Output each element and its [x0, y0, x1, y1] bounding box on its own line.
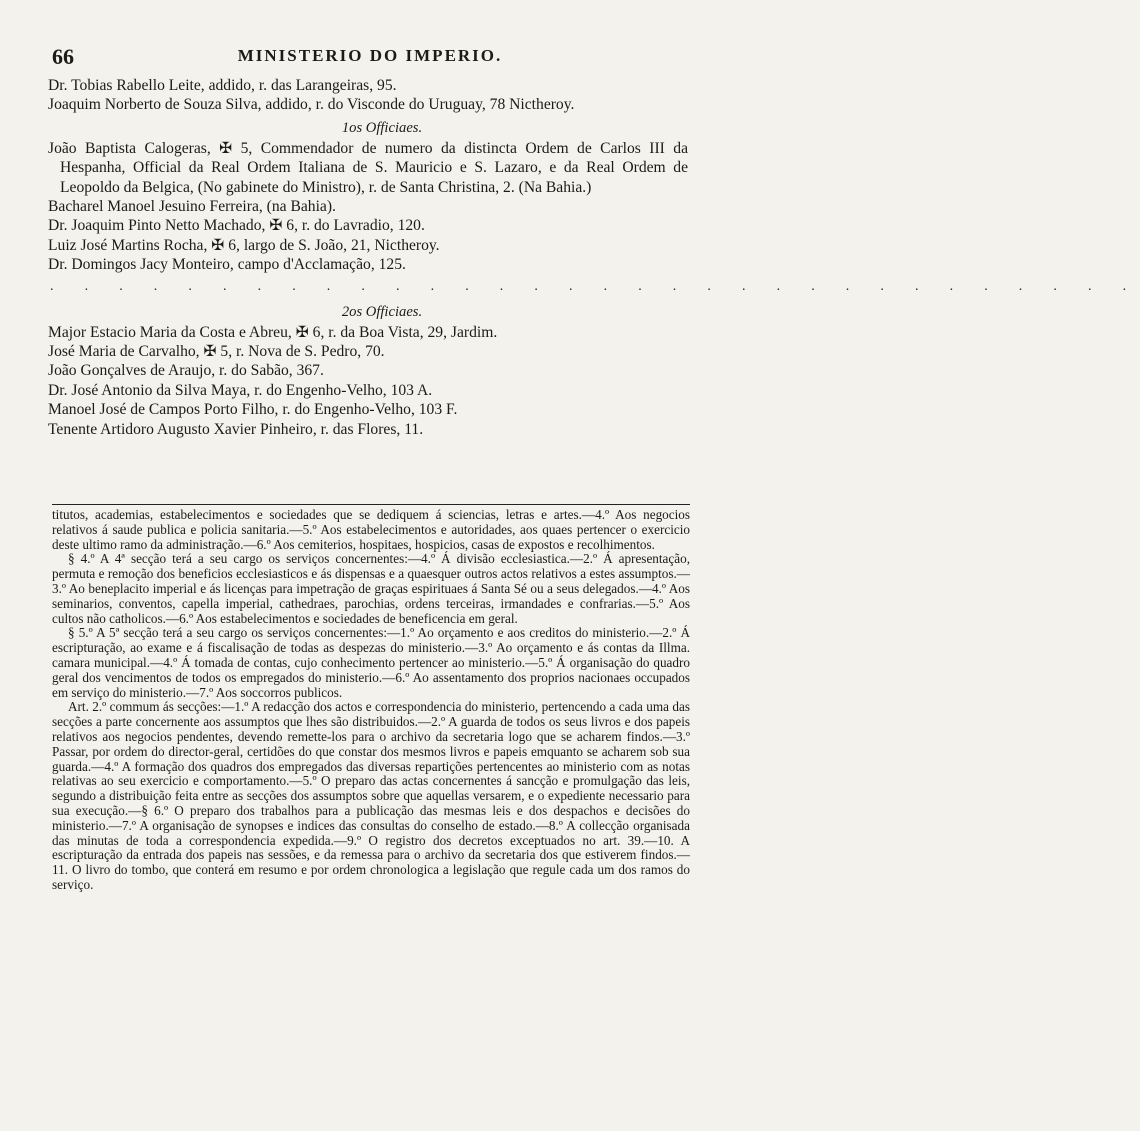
official-entry: Luiz José Martins Rocha, ✠ 6, largo de S. João, 21, Nictheroy. — [48, 236, 440, 254]
footnote-paragraph: titutos, academias, estabelecimentos e sociedades que se dediquem á sciencias, letras e artes.—4.º Aos negocios relativos á saude publica e policia sanitaria.—5.º Aos estabelecimentos e autoridades, aos quaes pertencer o exercicio deste ultimo ramo da administração.—6.º Aos cemiterios, hospitaes, hospicios, casas de expostos e recolhimentos. — [52, 507, 690, 552]
addido-entry: Dr. Tobias Rabello Leite, addido, r. das Larangeiras, 95. — [48, 77, 397, 94]
main-text — [48, 76, 1140, 439]
official-entry: Dr. José Antonio da Silva Maya, r. do Engenho-Velho, 103 A. — [48, 381, 433, 399]
official-entry: Manoel José de Campos Porto Filho, r. do Engenho-Velho, 103 F. — [48, 401, 458, 419]
running-title: MINISTERIO DO IMPERIO. — [237, 46, 503, 65]
addido-entry: Joaquim Norberto de Souza Silva, addido, r. do Visconde do Uruguay, 78 Nictheroy. — [48, 96, 575, 114]
official-entry: Tenente Artidoro Augusto Xavier Pinheiro, r. das Flores, 11. — [48, 420, 424, 438]
footnote-paragraph: Art. 2.º commum ás secções:—1.º A redacção dos actos e correspondencia do ministerio, pertencendo a cada uma das secções a parte concernente aos assumptos que lhes são distribuidos.—2.º A guarda de todos os seus livros e dos papeis relativos aos negocios pendentes, devendo remette-los para o archivo da secretaria logo que se acharem findos.—3.º Passar, por ordem do director-geral, certidões do que constar dos mesmos livros e papeis emquanto se acharem sob sua guarda.—4.º A formação dos quadros dos empregados das diversas repartições pertencentes ao ministerio com as notas relativas ao seu exercicio e comportamento.—5.º O preparo das actas concernentes á sancção e promulgação das leis, segundo a distribuição feita entre as secções dos assumptos sobre que aquellas versarem, e o expediente necessario para sua execução.—§ 6.º O preparo dos trabalhos para a publicação das mesmas leis e dos despachos e decisões do ministerio.—7.º A organisação de synopses e indices das consultas do conselho de estado.—8.º A collecção organisada das minutas de toda a correspondencia expedida.—9.º O registro dos decretos exceptuados no art. 39.—10. A escripturação da entrada dos papeis nas sessões, e da remessa para o archivo da secretaria dos que estiverem findos.—11. O livro do tombo, que conterá em resumo e por ordem chronologica a legislação que regule cada um dos ramos do serviço. — [52, 699, 690, 892]
section-heading-segundos: 2os Officiaes. — [341, 303, 423, 320]
footnotes — [52, 504, 690, 893]
official-entry: Major Estacio Maria da Costa e Abreu, ✠ 6, r. da Boa Vista, 29, Jardim. — [48, 323, 498, 341]
official-entry: João Baptista Calogeras, ✠ 5, Commendador de numero da distincta Ordem de Carlos III da Hespanha, Official da Real Ordem Italiana de S. Mauricio e S. Lazaro, e da Real Ordem de Leopoldo da Belgica, (No gabinete do Ministro), r. de Santa Christina, 2. (Na Bahia.) — [48, 139, 688, 196]
official-entry: Dr. Domingos Jacy Monteiro, campo d'Acclamação, 125. — [48, 256, 406, 274]
page-number: 66 — [52, 44, 74, 69]
official-entry: João Gonçalves de Araujo, r. do Sabão, 367. — [48, 362, 324, 380]
page-header — [52, 44, 688, 68]
dotted-separator: . . . . . . . . . . . . . . . . . . . . . . . . . . . . . . . . — [50, 278, 1140, 294]
official-entry: Bacharel Manoel Jesuino Ferreira, (na Bahia). — [48, 198, 336, 216]
section-heading-primeiros: 1os Officiaes. — [341, 119, 423, 136]
footnote-paragraph: § 4.º A 4ª secção terá a seu cargo os serviços concernentes:—4.º Á divisão ecclesiastica.—2.º Á apresentação, permuta e remoção dos beneficios ecclesiasticos e ás dispensas e a quaesquer outros actos relativos a estes assumptos.—3.º Ao beneplacito imperial e ás licenças para impetração de graças espirituaes á Santa Sé ou a seus delegados.—4.º Aos seminarios, conventos, capella imperial, cathedraes, parochias, ordens terceiras, irmandades e confrarias.—5.º Aos cultos não catholicos.—6.º Aos estabelecimentos e sociedades de beneficencia em geral. — [52, 551, 690, 626]
footnote-paragraph: § 5.º A 5ª secção terá a seu cargo os serviços concernentes:—1.º Ao orçamento e aos creditos do ministerio.—2.º Á escripturação, ao exame e á fiscalisação de todas as despezas do ministerio.—3.º Ao orçamento e ás contas da Illma. camara municipal.—4.º Á tomada de contas, cujo conhecimento pertencer ao ministerio.—5.º Á organisação do quadro geral dos vencimentos de todos os empregados do ministerio.—6.º Ao assentamento dos proprios nacionaes occupados em serviço do ministerio.—7.º Aos soccorros publicos. — [52, 625, 690, 700]
official-entry: Dr. Joaquim Pinto Netto Machado, ✠ 6, r. do Lavradio, 120. — [48, 217, 425, 235]
official-entry: José Maria de Carvalho, ✠ 5, r. Nova de S. Pedro, 70. — [48, 343, 385, 361]
